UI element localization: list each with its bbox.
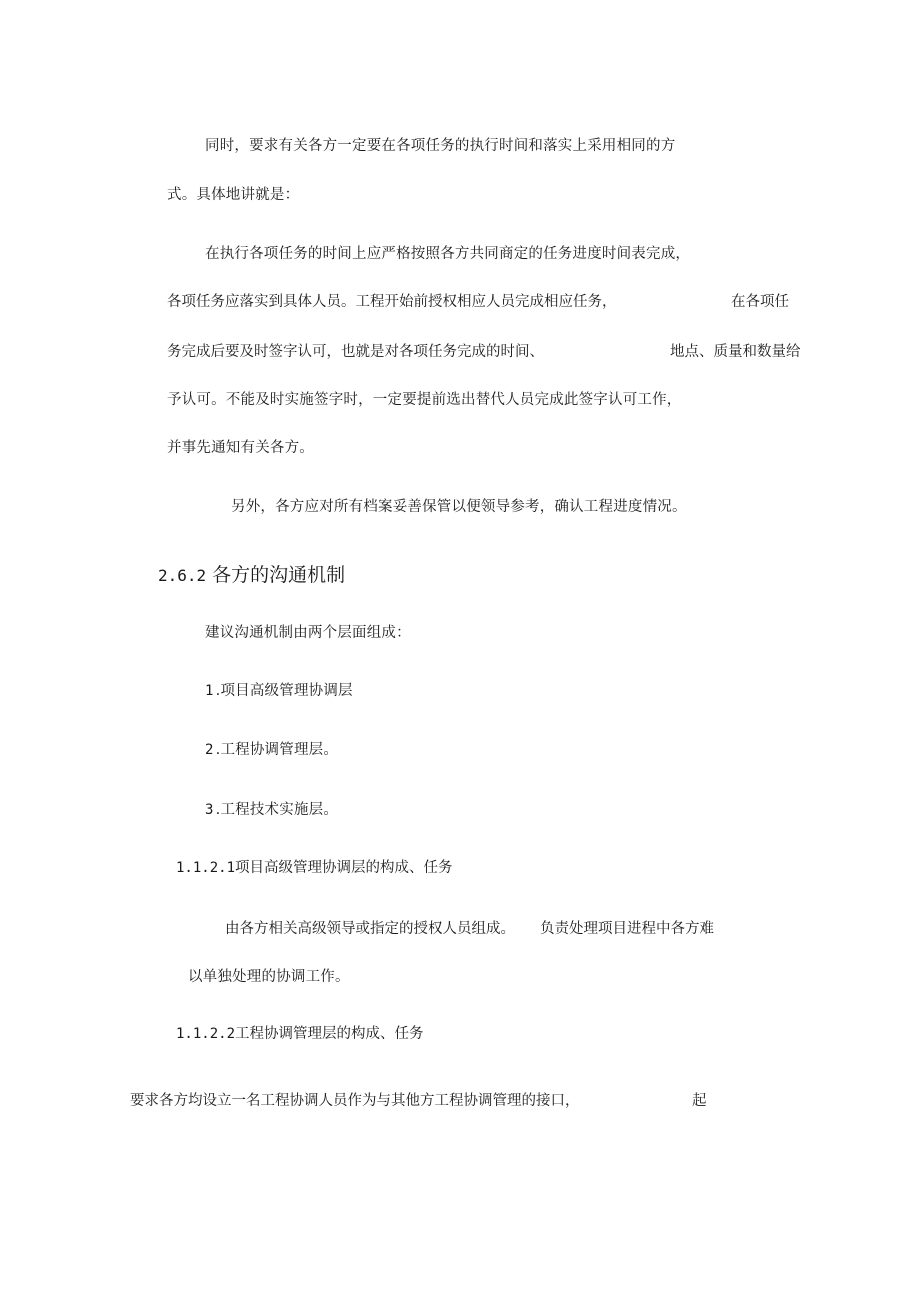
- list-item-number: 1: [205, 683, 214, 699]
- section-heading-title: 各方的沟通机制: [212, 564, 346, 586]
- section-intro: 建议沟通机制由两个层面组成：: [205, 625, 411, 641]
- paragraph-2-line-5: 并事先通知有关各方。: [167, 440, 314, 456]
- paragraph-2-line-2-part-a: 各项任务应落实到具体人员。工程开始前授权相应人员完成相应任务，: [167, 294, 617, 310]
- subsection-1122-line-1-part-b: 起: [692, 1093, 707, 1109]
- list-item-number: 3: [205, 802, 214, 818]
- subsection-number: 1.1.2.2: [176, 1026, 236, 1042]
- subsection-title: 工程协调管理层的构成、任务: [235, 1026, 424, 1042]
- paragraph-2-line-2-part-b: 在各项任: [731, 294, 789, 310]
- subsection-1121-line-1-part-a: 由各方相关高级领导或指定的授权人员组成。: [225, 921, 515, 937]
- list-item-1: [205, 681, 353, 701]
- list-item-number: 2: [205, 742, 214, 758]
- subsection-heading-1-1-2-2: [176, 1024, 424, 1044]
- paragraph-2-line-3-part-b: 地点、质量和数量给: [670, 344, 801, 360]
- subsection-1122-line-1: [0, 1091, 920, 1111]
- list-item-text: .项目高级管理协调层: [215, 683, 353, 699]
- paragraph-2-line-4: 予认可。不能及时实施签字时，一定要提前选出替代人员完成此签字认可工作，: [167, 392, 682, 408]
- paragraph-2-line-3-part-a: 务完成后要及时签字认可，也就是对各项任务完成的时间、: [167, 344, 544, 360]
- paragraph-2-line-2: [0, 292, 920, 312]
- list-item-2: [205, 740, 338, 760]
- subsection-1122-line-1-part-a: 要求各方均设立一名工程协调人员作为与其他方工程协调管理的接口，: [130, 1093, 580, 1109]
- list-item-text: .工程技术实施层。: [215, 802, 339, 818]
- subsection-1121-line-1-part-b: 负责处理项目进程中各方难: [540, 921, 714, 937]
- paragraph-2-line-3: [0, 342, 920, 362]
- subsection-1121-line-1: [0, 919, 920, 939]
- paragraph-2-line-1: 在执行各项任务的时间上应严格按照各方共同商定的任务进度时间表完成，: [205, 246, 691, 262]
- paragraph-1-line-2: 式。具体地讲就是：: [167, 187, 300, 203]
- subsection-1121-line-2: 以单独处理的协调工作。: [188, 969, 350, 985]
- section-heading-2-6-2: [158, 563, 345, 588]
- subsection-heading-1-1-2-1: [176, 858, 453, 878]
- list-item-3: [205, 800, 338, 820]
- subsection-number: 1.1.2.1: [176, 860, 236, 876]
- paragraph-3-line-1: 另外，各方应对所有档案妥善保管以便领导参考，确认工程进度情况。: [231, 499, 687, 515]
- paragraph-1-line-1: 同时，要求有关各方一定要在各项任务的执行时间和落实上采用相同的方: [205, 138, 676, 154]
- list-item-text: .工程协调管理层。: [215, 742, 339, 758]
- subsection-title: 项目高级管理协调层的构成、任务: [235, 860, 453, 876]
- section-heading-number: 2.6.2: [158, 566, 207, 585]
